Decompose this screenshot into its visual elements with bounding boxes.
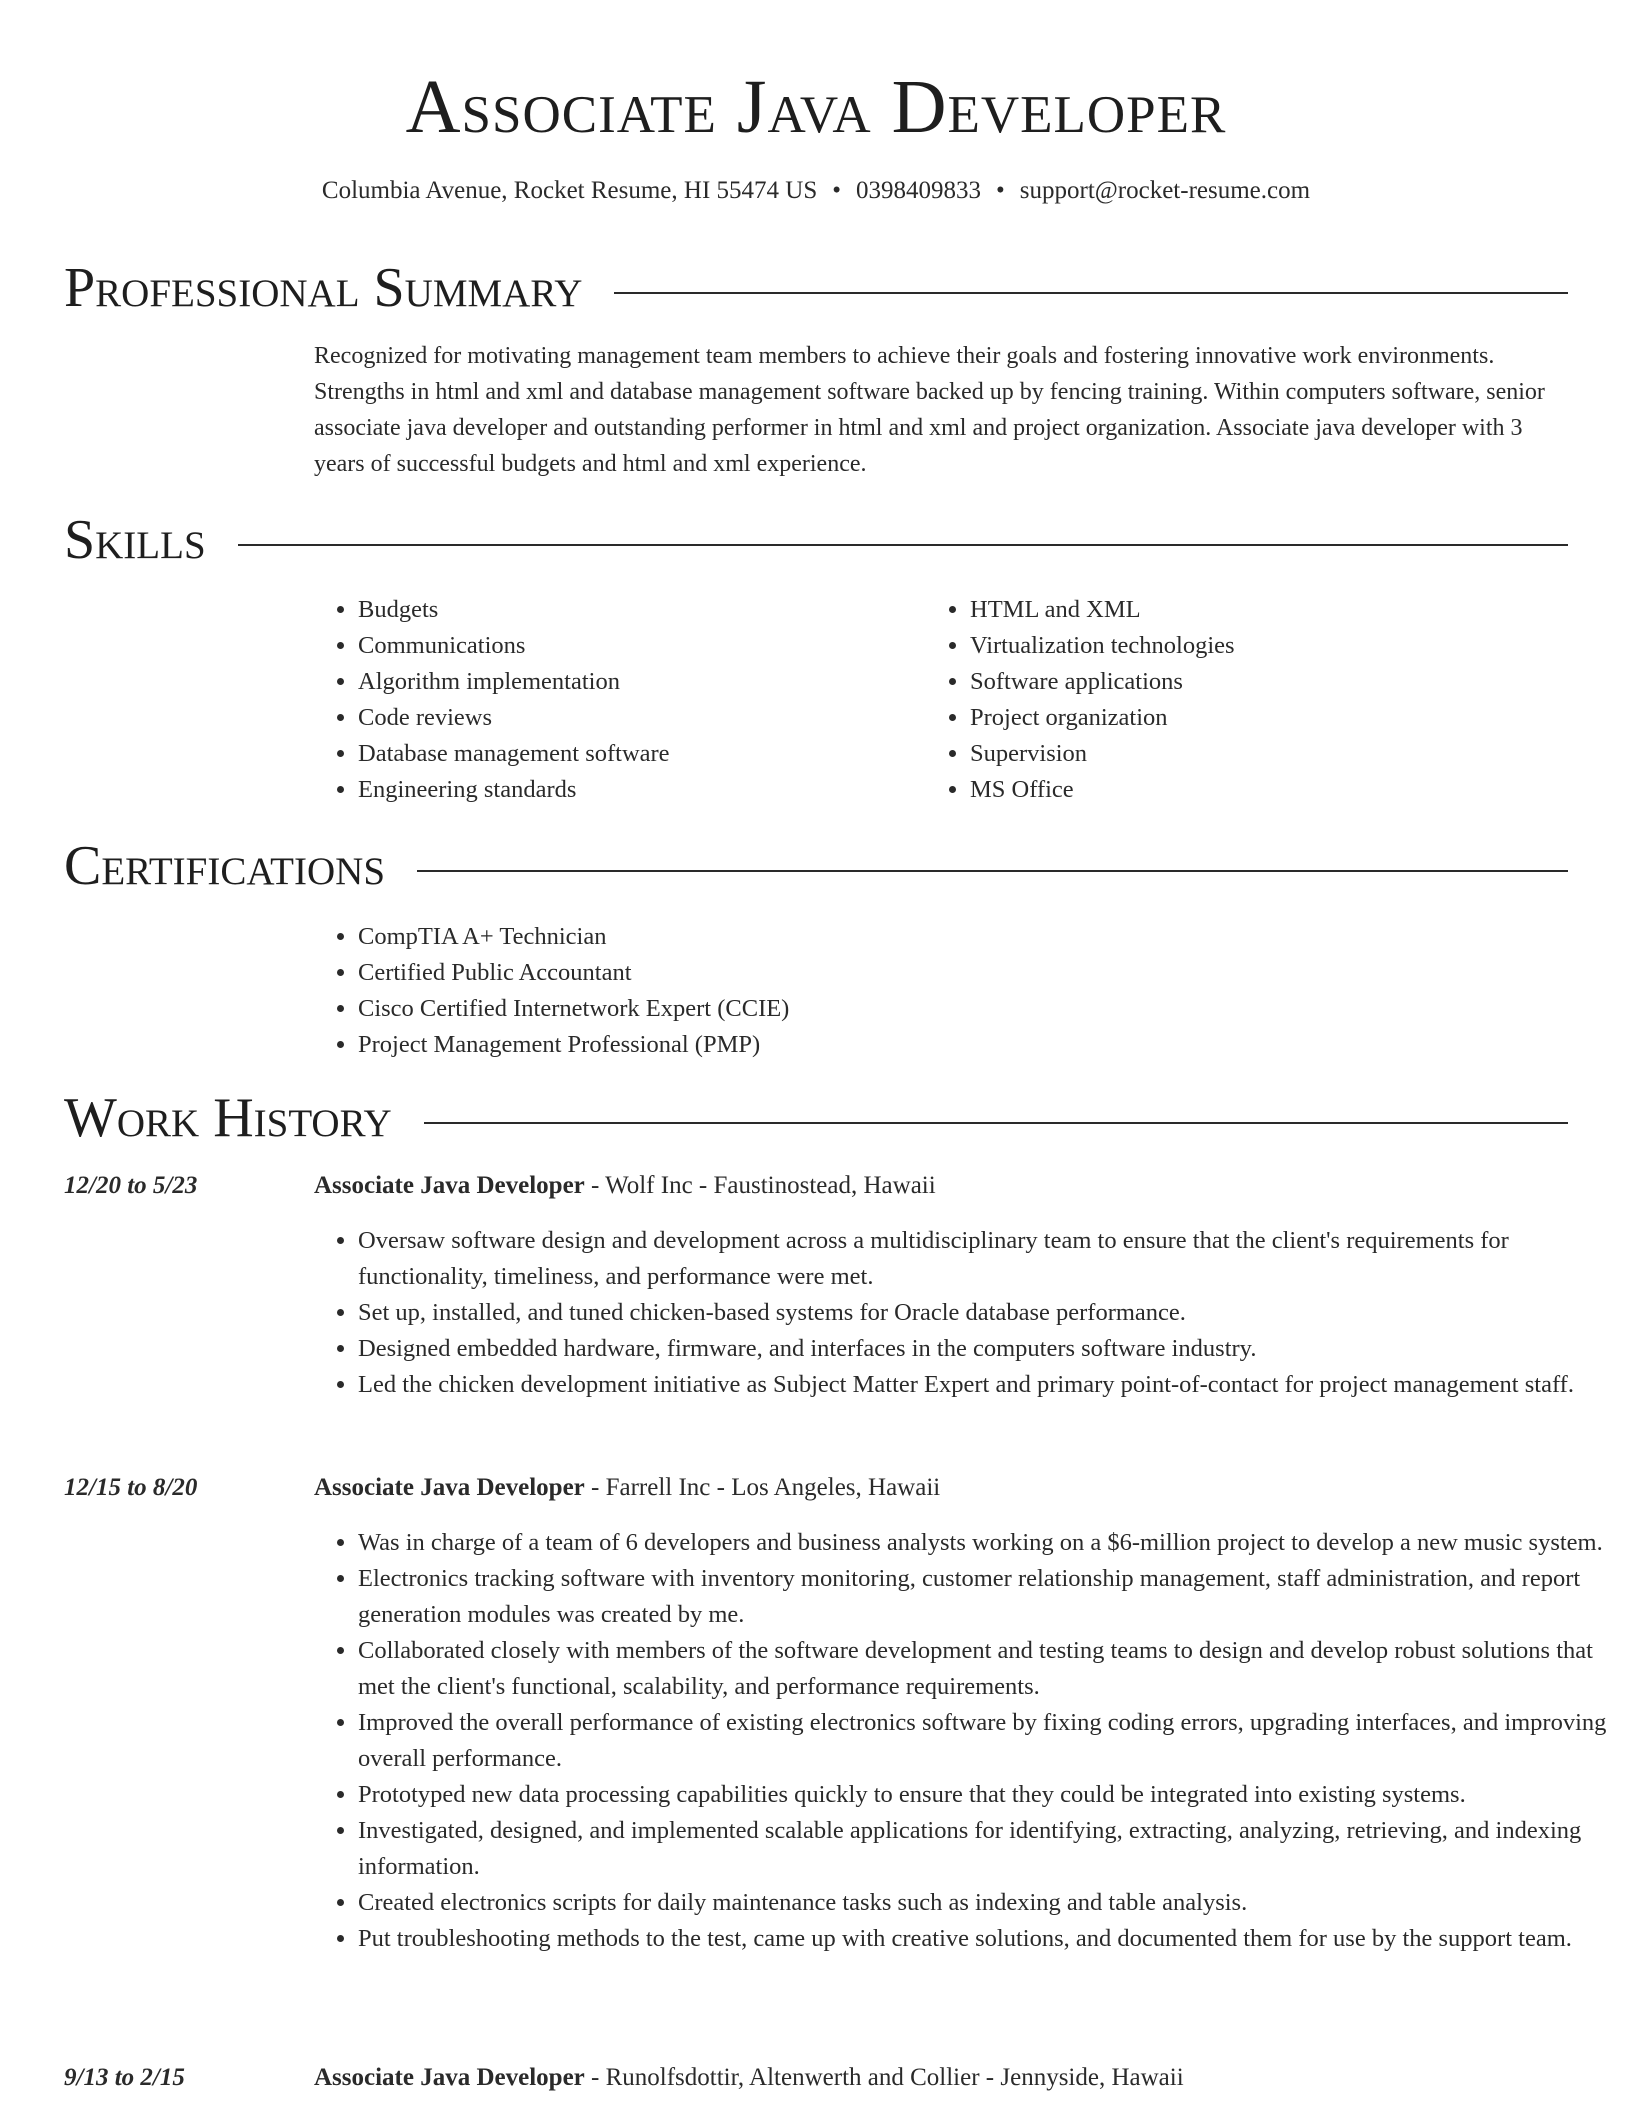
job-dates: 9/13 to 2/15: [64, 2064, 185, 2091]
contact-phone: 0398409833: [856, 177, 981, 204]
summary-heading: Professional Summary: [64, 257, 583, 319]
job-bullet: • Set up, installed, and tuned chicken-based systems for Oracle database performance.: [358, 1295, 1608, 1331]
contact-line: [0, 174, 1632, 208]
skill-item: • Software applications: [970, 664, 1530, 700]
skill-item: • MS Office: [970, 772, 1530, 808]
job-bullet: • Electronics tracking software with inventory monitoring, customer relationship management, staff administration, and report generation modules was created by me.: [358, 1561, 1608, 1633]
section-divider: [424, 1122, 1568, 1124]
job-bullet: • Investigated, designed, and implemented scalable applications for identifying, extracting, analyzing, retrieving, and indexing information.: [358, 1813, 1608, 1885]
job-bullet: • Improved the overall performance of existing electronics software by fixing coding errors, upgrading interfaces, and improving overall performance.: [358, 1705, 1608, 1777]
job-heading: [314, 1168, 936, 1204]
certification-item: • Certified Public Accountant: [358, 955, 1258, 991]
contact-email: support@rocket-resume.com: [1019, 177, 1311, 204]
job-bullet: • Collaborated closely with members of the software development and testing teams to design and develop robust solutions that met the client's functional, scalability, and performance requirements.: [358, 1633, 1608, 1705]
skills-list-right: [926, 592, 1530, 808]
skills-heading: Skills: [64, 509, 206, 571]
contact-separator: •: [832, 177, 841, 204]
skill-item: • Communications: [358, 628, 918, 664]
skills-section-header: [64, 508, 1568, 572]
skill-item: • Budgets: [358, 592, 918, 628]
job-title: Associate Java Developer: [314, 2064, 585, 2091]
certification-item: • Cisco Certified Internetwork Expert (CCIE): [358, 991, 1258, 1027]
skill-item: • Code reviews: [358, 700, 918, 736]
job-bullets: [314, 1223, 1608, 1403]
summary-section-header: [64, 256, 1568, 320]
job-company: - Runolfsdottir, Altenwerth and Collier - Jennyside, Hawaii: [584, 2064, 1184, 2091]
skill-item: • Database management software: [358, 736, 918, 772]
job-bullet: • Put troubleshooting methods to the test, came up with creative solutions, and documented them for use by the support team.: [358, 1921, 1608, 1957]
job-dates: 12/15 to 8/20: [64, 1474, 198, 1501]
skill-item: • Virtualization technologies: [970, 628, 1530, 664]
skill-item: • HTML and XML: [970, 592, 1530, 628]
certification-item: • Project Management Professional (PMP): [358, 1027, 1258, 1063]
job-bullet: • Was in charge of a team of 6 developers and business analysts working on a $6-million project to develop a new music system.: [358, 1525, 1608, 1561]
job-bullet: • Created electronics scripts for daily maintenance tasks such as indexing and table analysis.: [358, 1885, 1608, 1921]
job-bullet: • Prototyped new data processing capabilities quickly to ensure that they could be integrated into existing systems.: [358, 1777, 1608, 1813]
job-heading: [314, 2060, 1184, 2096]
job-company: - Farrell Inc - Los Angeles, Hawaii: [584, 1474, 941, 1501]
job-company: - Wolf Inc - Faustinostead, Hawaii: [584, 1172, 936, 1199]
resume-name: Associate Java Developer: [405, 65, 1227, 149]
skill-item: • Engineering standards: [358, 772, 918, 808]
summary-text: Recognized for motivating management team members to achieve their goals and fostering innovative work environments. Strengths in html and xml and database management software backed up by fencing training. Within computers software, senior associate java developer and outstanding performer in html and xml and project organization. Associate java developer with 3 years of successful budgets and html and xml experience.: [314, 343, 1545, 477]
certifications-section-header: [64, 834, 1568, 898]
job-heading: [314, 1470, 940, 1506]
section-divider: [614, 292, 1568, 294]
certifications-heading: Certifications: [64, 835, 386, 897]
section-divider: [417, 870, 1568, 872]
skill-item: • Project organization: [970, 700, 1530, 736]
work-section-header: [64, 1086, 1568, 1150]
job-dates: 12/20 to 5/23: [64, 1172, 198, 1199]
contact-address: Columbia Avenue, Rocket Resume, HI 55474 US: [321, 177, 818, 204]
skill-item: • Algorithm implementation: [358, 664, 918, 700]
work-heading: Work History: [64, 1087, 392, 1149]
skill-item: • Supervision: [970, 736, 1530, 772]
section-divider: [238, 544, 1568, 546]
certifications-list: [314, 919, 1258, 1063]
job-bullet: • Designed embedded hardware, firmware, and interfaces in the computers software industry.: [358, 1331, 1608, 1367]
certification-item: • CompTIA A+ Technician: [358, 919, 1258, 955]
job-title: Associate Java Developer: [314, 1474, 585, 1501]
job-title: Associate Java Developer: [314, 1172, 585, 1199]
skills-list-left: [314, 592, 918, 808]
job-bullet: • Led the chicken development initiative as Subject Matter Expert and primary point-of-contact for project management staff.: [358, 1367, 1608, 1403]
contact-separator: •: [996, 177, 1005, 204]
job-bullet: • Oversaw software design and development across a multidisciplinary team to ensure that the client's requirements for functionality, timeliness, and performance were met.: [358, 1223, 1608, 1295]
job-bullets: [314, 1525, 1608, 1957]
